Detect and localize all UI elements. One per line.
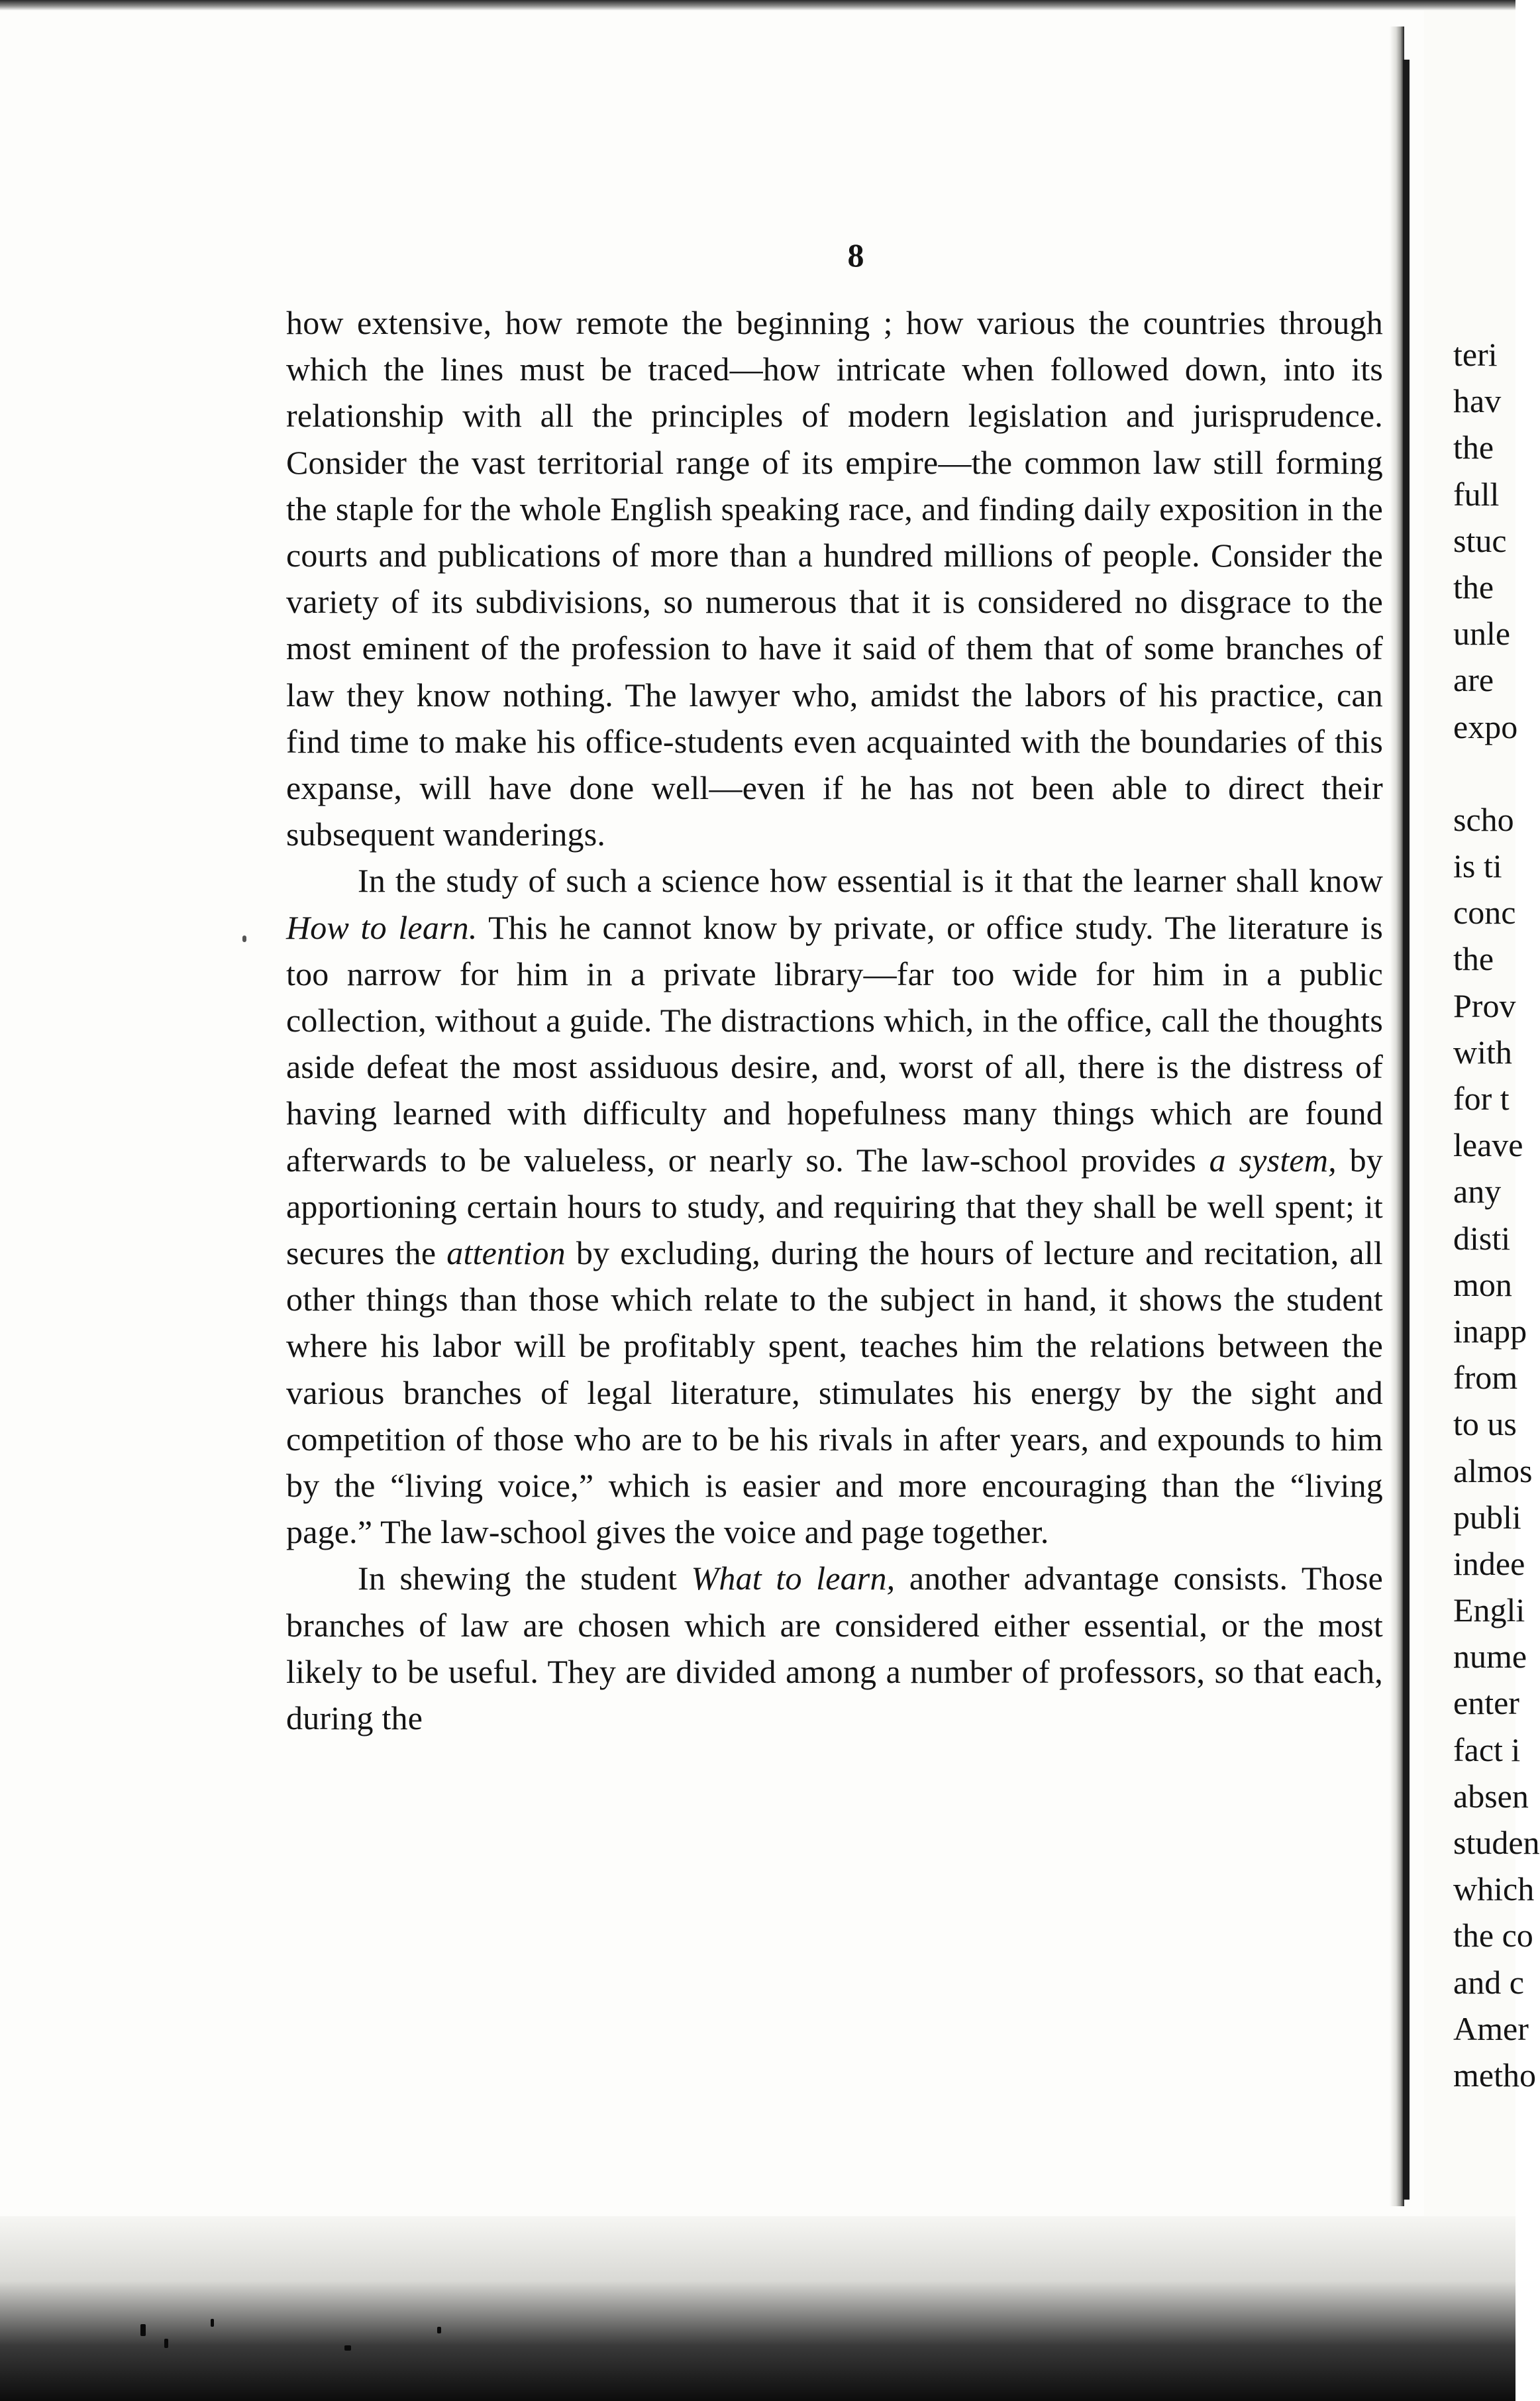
facing-page-line: fact i [1453,1731,1521,1768]
paragraph-text: In the study of such a science how essential is it that the learner shall know [358,862,1383,900]
facing-page-line: scho [1453,800,1514,838]
facing-page-line: teri [1453,336,1498,373]
facing-page-line: and c [1453,1963,1524,2001]
italic-text: What to learn, [691,1560,896,1597]
facing-page-line: with [1453,1033,1512,1071]
facing-page-line: conc [1453,894,1516,932]
facing-page-line: the [1453,429,1494,466]
facing-page-line: the [1453,940,1494,978]
facing-page-line: any [1453,1173,1502,1210]
facing-page-line: metho [1453,2056,1536,2094]
page-number: 8 [847,237,864,274]
facing-page-line: the co [1453,1917,1533,1954]
paragraph [286,1555,1383,1741]
facing-page-line: nume [1453,1638,1527,1676]
paragraph-text: In shewing the student [358,1560,692,1597]
facing-page-line: stuc [1453,521,1507,559]
facing-page-line: indee [1453,1544,1525,1582]
facing-page-line: which [1453,1870,1535,1908]
paragraph-text: by apportioning certain hours to study, and requiring that they shall be well spent; it secures the [286,1141,1383,1272]
italic-text: attention [446,1234,566,1272]
bottom-page-edge-shadow [0,2216,1515,2401]
book-gutter-line [1403,60,1410,2200]
paragraph [286,857,1383,1555]
book-gutter-shadow [1390,27,1404,2206]
italic-text: How to learn. [286,908,478,946]
facing-page-line: studen [1453,1824,1540,1861]
facing-page-line: are [1453,661,1494,699]
top-page-edge [0,0,1515,11]
facing-page-line: is ti [1453,847,1502,885]
facing-page-line: hav [1453,382,1502,420]
facing-page-line: publi [1453,1498,1521,1536]
facing-page-line: Prov [1453,987,1516,1024]
facing-page-line: almos [1453,1452,1533,1489]
page-body-text [286,299,1383,1741]
facing-page-line: enter [1453,1684,1519,1722]
paragraph-text: how extensive, how remote the beginning ; how various the countries through which the lines must be traced—how intricate when followed down, into its relationship with all the principles of modern legislation and jurisprudence. Consider the vast territorial range of its empire—the common law still forming the staple for the whole English speaking race, and finding daily exposition in the courts and publications of more than a hundred millions of people. Consider the variety of its subdivisions, so numerous that it is considered no disgrace to the most eminent of the profession to have it said of them that of some branches of law they know nothing. The lawyer who, amidst the labors of his practice, can find time to make his office-students even acquainted with the boundaries of this expanse, will have done well—even if he has not been able to direct their subsequent wanderings. [286,304,1383,853]
facing-page-line: absen [1453,1777,1529,1815]
paragraph [286,299,1383,857]
italic-text: a system, [1209,1141,1337,1179]
facing-page-line: Engli [1453,1591,1525,1629]
facing-page-text [1453,331,1540,2098]
facing-page-line: leave [1453,1126,1523,1164]
margin-speck [242,935,246,942]
paragraph-text: This he cannot know by private, or office study. The literature is too narrow for him in a private library—far too wide for him in a public collection, without a guide. The distractions which, in the office, call the thoughts aside defeat the most assiduous desire, and, worst of all, there is the distress of having learned with difficulty and hopefulness many things which are found afterwards to be valueless, or nearly so. The law-school provides [286,908,1383,1179]
facing-page-line: disti [1453,1219,1511,1257]
paragraph-text: by excluding, during the hours of lecture and recitation, all other things than those which relate to the subject in hand, it shows the student where his labor will be profitably spent, teaches him the relations between the various branches of legal literature, stimulates his energy by the sight and competition of those who are to be his rivals in after years, and expounds to him by the “living voice,” which is easier and more encouraging than the “living page.” The law-school gives the voice and page together. [286,1234,1383,1551]
facing-page-line [1453,750,1533,796]
facing-page-line: full [1453,475,1500,513]
facing-page-line: inapp [1453,1312,1527,1350]
facing-page-line: expo [1453,708,1518,745]
facing-page-line: mon [1453,1265,1512,1303]
facing-page-line: the [1453,568,1494,606]
paragraph-text: another advantage consists. Those branches of law are chosen which are considered either essential, or the most likely to be useful. They are divided among a number of professors, so that each, during the [286,1560,1384,1737]
facing-page-line: unle [1453,615,1511,653]
facing-page-line: to us [1453,1405,1517,1443]
facing-page-line: Amer [1453,2009,1529,2047]
facing-page-line: from [1453,1359,1518,1397]
facing-page-line: for t [1453,1080,1510,1117]
